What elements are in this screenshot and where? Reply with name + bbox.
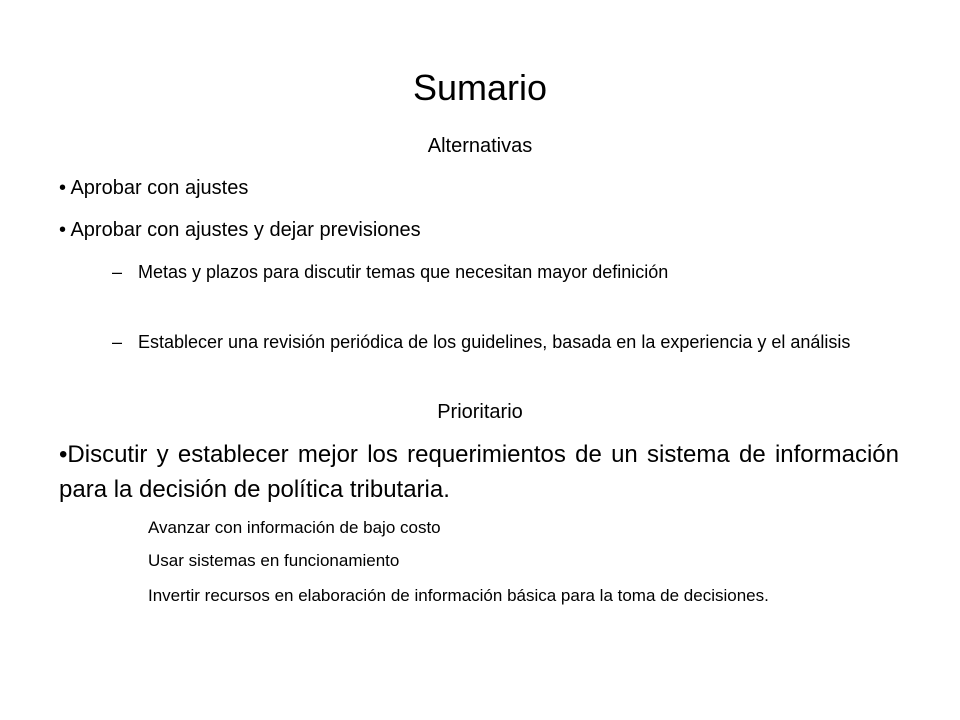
list-item: Avanzar con información de bajo costo xyxy=(148,518,441,537)
sub-item xyxy=(112,259,912,285)
list-item: Invertir recursos en elaboración de información básica para la toma de decisiones. xyxy=(148,586,769,605)
bullet-item: • Aprobar con ajustes xyxy=(59,177,249,199)
sub-item-text: Metas y plazos para discutir temas que necesitan mayor definición xyxy=(138,262,669,282)
bullet-item: • Aprobar con ajustes y dejar previsiones xyxy=(59,219,421,241)
list-item: Usar sistemas en funcionamiento xyxy=(148,551,400,570)
dash-marker: – xyxy=(112,262,123,282)
slide-title: Sumario xyxy=(412,67,548,108)
dash-marker: – xyxy=(112,332,123,352)
heading-prioritario: Prioritario xyxy=(437,401,523,423)
heading-alternativas: Alternativas xyxy=(427,135,533,157)
sub-item-text: Establecer una revisión periódica de los guidelines, basada en la experiencia y el análisis xyxy=(138,332,851,352)
main-bullet: •Discutir y establecer mejor los requerimientos de un sistema de información para la decisión de política tributaria. xyxy=(59,441,899,503)
sub-item xyxy=(112,329,912,355)
